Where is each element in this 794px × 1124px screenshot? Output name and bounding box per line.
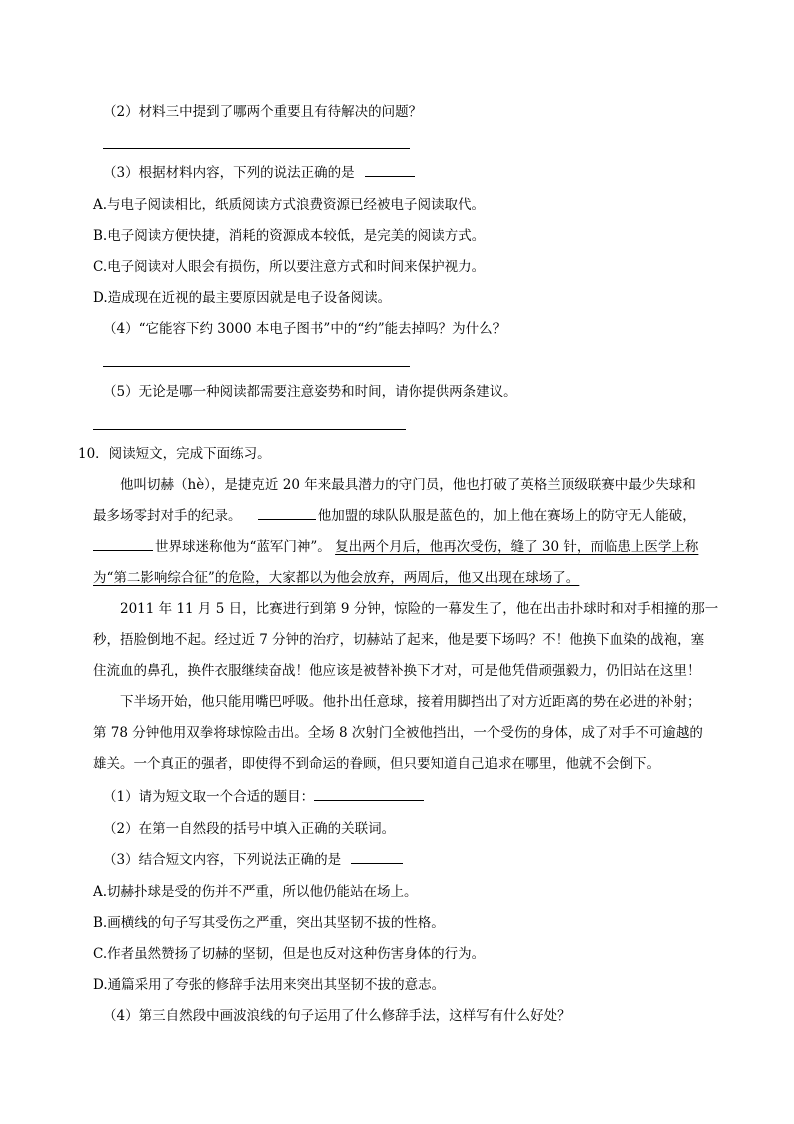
question-9-3	[103, 164, 415, 182]
question-text: （1）请为短文取一个合适的题目：	[103, 789, 315, 805]
paragraph-2-line-1: 2011 年 11 月 5 日，比赛进行到第 9 分钟，惊险的一幕发生了，他在出击扑球时和对手相撞的那一	[120, 601, 719, 617]
paragraph-3-line-3: 雄关。一个真正的强者，即使得不到命运的眷顾，但只要知道自己追求在哪里，他就不会倒下。	[93, 756, 660, 772]
option-d: D.造成现在近视的最主要原因就是电子设备阅读。	[93, 290, 392, 306]
connective-blank-2[interactable]	[93, 550, 153, 551]
option-b: B.电子阅读方便快捷，消耗的资源成本较低，是完美的阅读方式。	[93, 228, 486, 244]
paragraph-text: 世界球迷称他为“蓝军门神”。	[155, 539, 331, 555]
option-d: D.通篇采用了夸张的修辞手法用来突出其坚韧不拔的意志。	[93, 977, 446, 993]
option-a: A.切赫扑球是受的伤并不严重，所以他仍能站在场上。	[93, 884, 418, 900]
title-answer-blank[interactable]	[314, 800, 424, 801]
question-10-3	[103, 851, 403, 869]
answer-line[interactable]	[93, 429, 406, 430]
question-10-4: （4）第三自然段中画波浪线的句子运用了什么修辞手法，这样写有什么好处？	[103, 1008, 571, 1024]
option-c: C.作者虽然赞扬了切赫的坚韧，但是也反对这种伤害身体的行为。	[93, 946, 486, 962]
paragraph-1-line-3	[93, 538, 722, 556]
answer-blank[interactable]	[351, 863, 403, 864]
question-9-5: （5）无论是哪一种阅读都需要注意姿势和时间，请你提供两条建议。	[103, 384, 517, 400]
underlined-sentence: 复出两个月后，他再次受伤，缝了 30 针，而临患上医学上称	[335, 539, 699, 555]
question-10-1	[103, 788, 424, 806]
question-text: （3）根据材料内容，下列的说法正确的是	[103, 165, 355, 181]
option-a: A.与电子阅读相比，纸质阅读方式浪费资源已经被电子阅读取代。	[93, 197, 486, 213]
question-9-4: （4）“它能容下约 3000 本电子图书”中的“约”能去掉吗？为什么？	[103, 321, 507, 337]
underlined-sentence: 为“第二影响综合征”的危险，大家都以为他会放弃，两周后，他又出现在球场了。	[93, 570, 580, 586]
answer-line[interactable]	[103, 148, 410, 149]
question-10-2: （2）在第一自然段的括号中填入正确的关联词。	[103, 821, 396, 837]
paragraph-1-line-2	[93, 507, 722, 525]
paragraph-text: 他加盟的球队队服是蓝色的，加上他在赛场上的防守无人能破，	[317, 508, 696, 524]
paragraph-2-line-3: 住流血的鼻孔，换件衣服继续奋战！他应该是被替补换下才对，可是他凭借顽强毅力，仍旧站在这里！	[93, 663, 701, 679]
paragraph-1-line-1	[120, 476, 722, 494]
paragraph-3-line-2: 第 78 分钟他用双拳将球惊险击出。全场 8 次射门全被他挡出，一个受伤的身体，成了对手不可逾越的	[93, 725, 703, 741]
connective-blank-1[interactable]	[258, 519, 316, 520]
paragraph-text: 他叫切赫（hè），是捷克近 20 年来最具潜力的守门员，他也打破了英格兰顶级联赛中最少失球和	[120, 477, 696, 493]
option-c: C.电子阅读对人眼会有损伤，所以要注意方式和时间来保护视力。	[93, 259, 486, 275]
paragraph-3-line-1: 下半场开始，他只能用嘴巴呼吸。他扑出任意球，接着用脚挡出了对方近距离的势在必进的补射；	[120, 694, 701, 710]
paragraph-1-line-4	[93, 569, 579, 587]
answer-line[interactable]	[103, 366, 410, 367]
question-text: （3）结合短文内容，下列说法正确的是	[103, 852, 342, 868]
question-10-heading: 10．阅读短文，完成下面练习。	[78, 446, 271, 462]
paragraph-text: 最多场零封对手的纪录。	[93, 508, 242, 524]
paragraph-2-line-2: 秒，捂脸倒地不起。经过近 7 分钟的治疗，切赫站了起来，他是要下场吗？不！他换下血染的战袍，塞	[93, 632, 705, 648]
question-9-2: （2）材料三中提到了哪两个重要且有待解决的问题？	[103, 104, 423, 120]
option-b: B.画横线的句子写其受伤之严重，突出其坚韧不拔的性格。	[93, 915, 445, 931]
answer-blank[interactable]	[365, 176, 415, 177]
